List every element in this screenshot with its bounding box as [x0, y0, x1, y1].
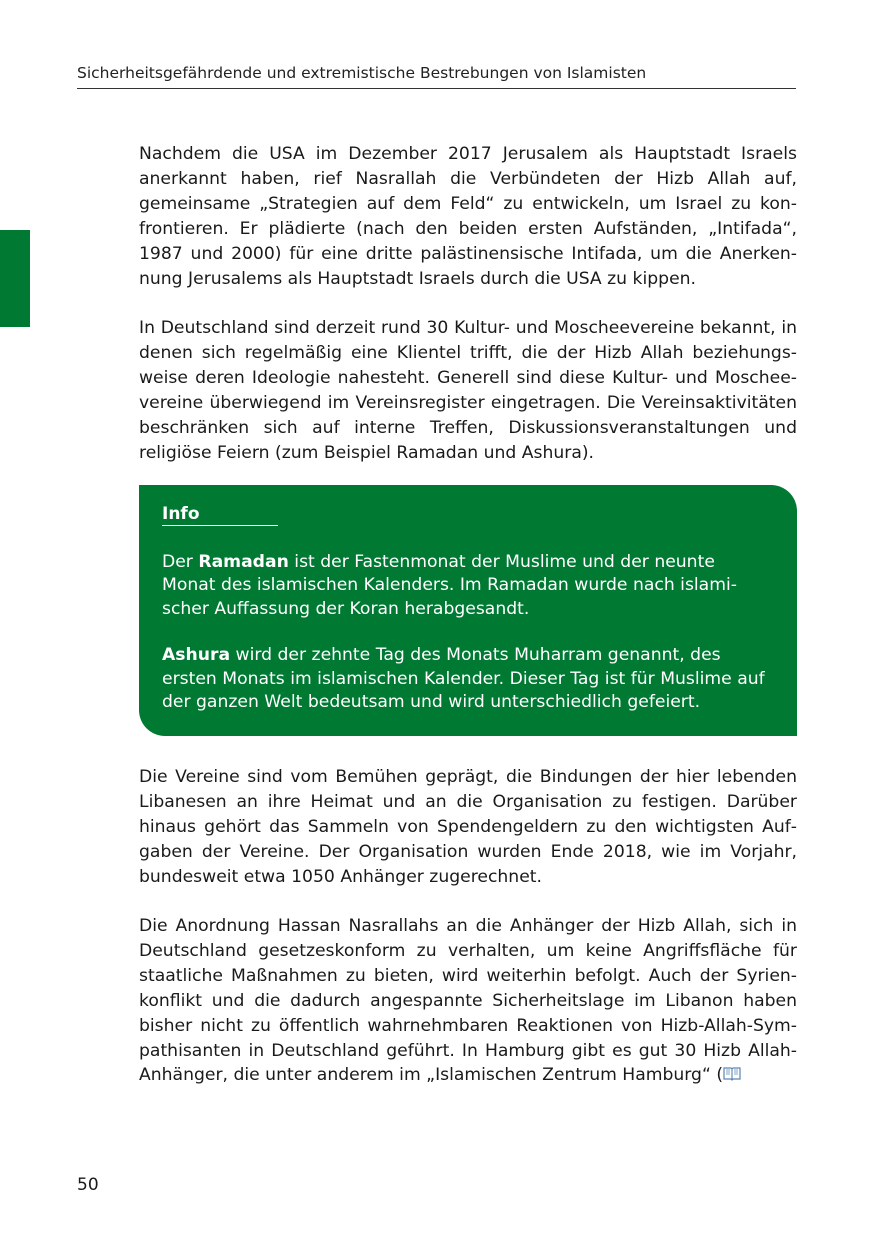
info-box: [139, 485, 797, 736]
book-icon[interactable]: [723, 1064, 741, 1079]
info-ramadan-definition: [162, 551, 773, 621]
page-number: 50: [77, 1175, 99, 1195]
info-ashura-definition: [162, 644, 773, 714]
info-ramadan-term: Ramadan: [198, 552, 289, 572]
paragraph-nasrallah-text: Die Anordnung Hassan Nasrallahs an die Anhänger der Hizb Allah, sich in Deutschland gesetzeskonform zu verhalten, um keine Angriffsfläche für staatliche Maßnahmen zu bieten, wird weiterhin befolgt. Auch der Syrienkonflikt und die dadurch angespannte Sicherheitslage im Libanon haben bisher nicht zu öffentlich wahrnehmbaren Reaktionen von Hizb-Allah-Sympathisanten in Deutschland geführt. In Hamburg gibt es gut 30 Hizb Allah-Anhänger, die unter anderem im „Islamischen Zentrum Hamburg“ (: [139, 916, 797, 1086]
info-ashura-term: Ashura: [162, 645, 231, 666]
info-ashura-text: wird der zehnte Tag des Monats Muharram genannt, des ersten Monats im islamischen Kalender. Dieser Tag ist für Muslime auf der ganzen Welt bedeutsam und wird unterschiedlich gefeiert.: [162, 645, 765, 713]
paragraph-nasrallah-anordnung: [139, 914, 797, 1088]
info-ramadan-prefix: Der: [162, 552, 199, 572]
info-box-title: Info: [162, 503, 278, 526]
paragraph-jerusalem: Nachdem die USA im Dezember 2017 Jerusalem als Hauptstadt Israels anerkannt haben, rief Nasrallah die Verbündeten der Hizb Allah auf, gemeinsame „Strategien auf dem Feld“ zu entwickeln, um Israel zu konfrontieren. Er plädierte (nach den beiden ersten Aufständen, „Intifada“, 1987 und 2000) für eine dritte palästinensische Intifada, um die Anerkennung Jerusalems als Hauptstadt Israels durch die USA zu kippen.: [139, 144, 797, 289]
running-header: Sicherheitsgefährdende und extremistische Bestrebungen von Islamisten: [77, 64, 796, 89]
info-ramadan-text: ist der Fastenmonat der Muslime und der neunte Monat des islamischen Kalenders. Im Ramadan wurde nach islamischer Auffassung der Koran herabgesandt.: [162, 552, 737, 619]
paragraph-vereine-bindungen: Die Vereine sind vom Bemühen geprägt, die Bindungen der hier lebenden Libanesen an ihre Heimat und an die Organisation zu festigen. Darüber hinaus gehört das Sammeln von Spendengeldern zu den wichtigsten Aufgaben der Vereine. Der Organisation wurden Ende 2018, wie im Vorjahr, bundesweit etwa 1050 Anhänger zugerechnet.: [139, 767, 797, 887]
chapter-marker-tab: [0, 230, 30, 327]
paragraph-vereine-deutschland: In Deutschland sind derzeit rund 30 Kultur- und Moscheevereine bekannt, in denen sich regelmäßig eine Klientel trifft, die der Hizb Allah beziehungsweise deren Ideologie nahesteht. Generell sind diese Kultur- und Moscheevereine überwiegend im Vereinsregister eingetragen. Die Vereinsaktivitäten beschränken sich auf interne Treffen, Diskussionsveranstaltungen und religiöse Feiern (zum Beispiel Ramadan und Ashura).: [139, 318, 797, 463]
